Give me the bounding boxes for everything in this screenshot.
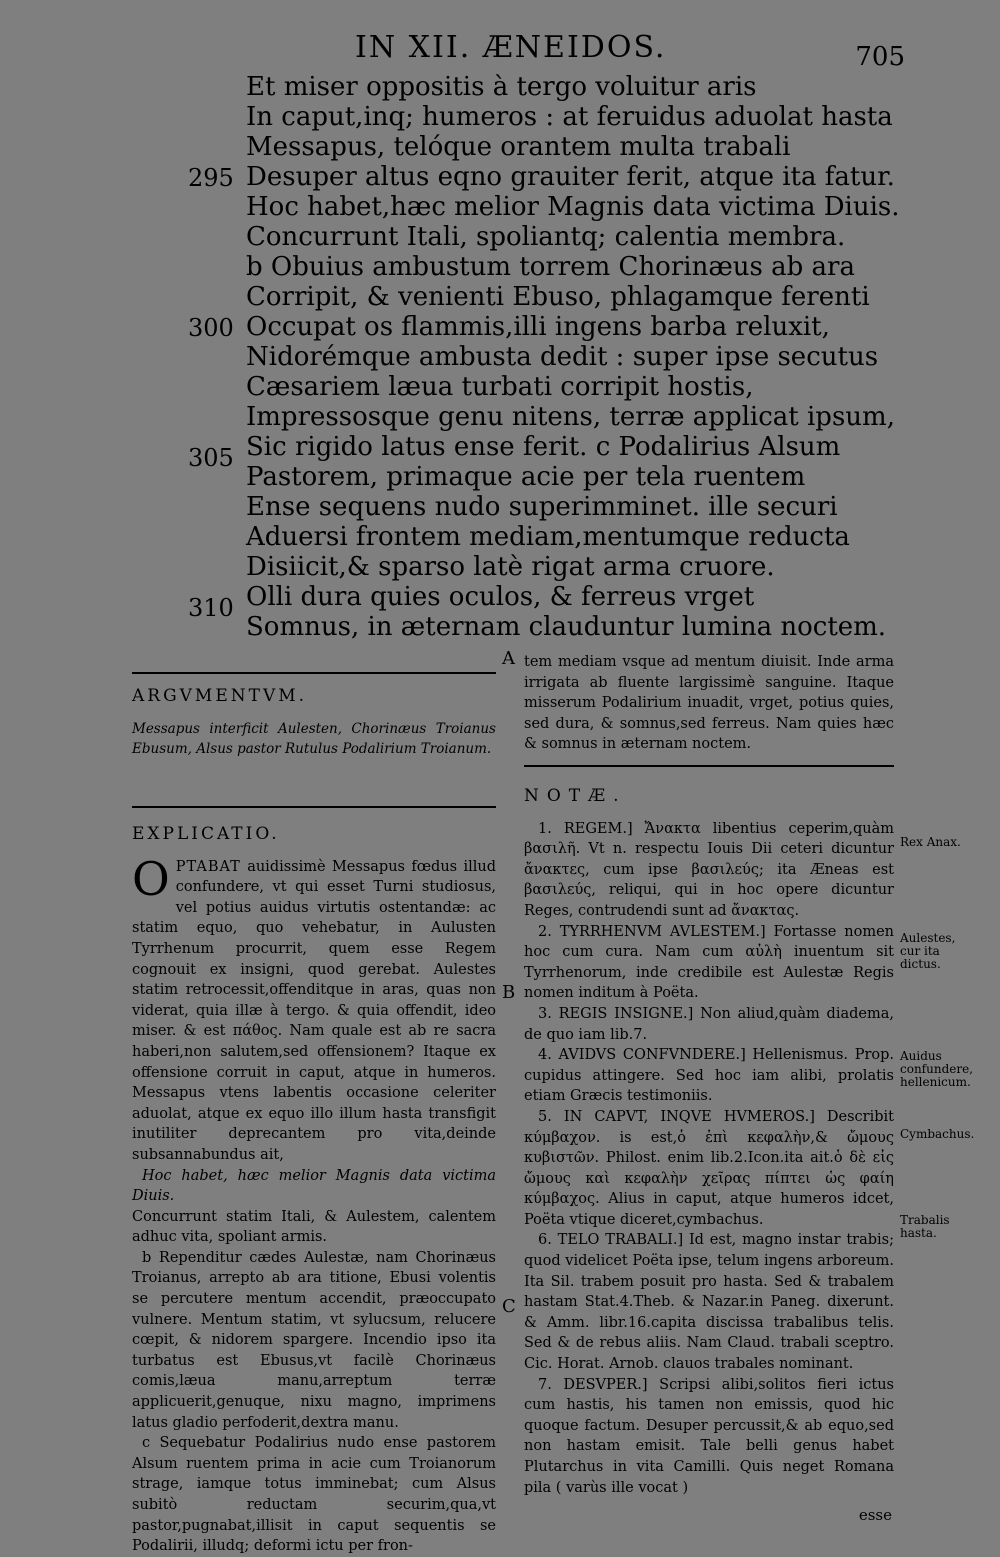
page-number: 705 — [855, 42, 905, 72]
margin-note: Auidus confundere, hellenicum. — [900, 1049, 974, 1089]
explicatio-section — [132, 824, 496, 1557]
poem-line: Cæsariem læua turbati corripit hostis, — [246, 372, 754, 402]
poem-line: Occupat os flammis,illi ingens barba reluxit, — [246, 312, 830, 342]
section-mark: B — [502, 982, 516, 1003]
poem-line: b Obuius ambustum torrem Chorinæus ab ara — [246, 252, 855, 282]
explicatio-heading: EXPLICATIO. — [132, 824, 280, 844]
lead-word: PTABAT — [175, 858, 241, 875]
poem-line: Aduersi frontem mediam,mentumque reducta — [246, 522, 850, 552]
drop-cap: O — [132, 851, 170, 906]
poem-line: Concurrunt Itali, spoliantq; calentia membra. — [246, 222, 846, 252]
poem-line: Somnus, in æternam clauduntur lumina noctem. — [246, 612, 887, 642]
poem-line: Ense sequens nudo superimminet. ille securi — [246, 492, 838, 522]
notae-heading: NOTÆ. — [524, 786, 627, 806]
paragraph-a — [132, 851, 496, 1166]
poem-line: Pastorem, primaque acie per tela ruentem — [246, 462, 806, 492]
section-mark: C — [502, 1296, 516, 1317]
note-item: 6. TELO TRABALI.] Id est, magno instar trabis; quod videlicet Poëta ipse, telum ingens arboreum. Ita Sil. trabem posuit pro hasta. Sed & trabalem hastam Stat.4.Theb. & Nazar.in Paneg. dixerunt. & Amm. libr.16.capita discissa trabalibus telis. Sed & de rebus aliis. Nam Claud. trabali sceptro. Cic. Horat. Arnob. clauos trabales nominant. — [524, 1232, 894, 1373]
poem-line: Nidorémque ambusta dedit : super ipse secutus — [246, 342, 879, 372]
rule — [524, 765, 894, 767]
line-number: 310 — [188, 594, 234, 622]
notes-section — [524, 786, 894, 1498]
note-item: 1. REGEM.] Ἄνακτα libentius ceperim,quàm βασιλῆ. Vt n. respectu Iouis Dii ceteri dicuntur ἄνακτες, cum ipse βασιλεύς; ita Æneas est βασιλεύς, reliqui, qui in hoc opere dicuntur Reges, contrudendi sunt ad ἄνακτας. — [524, 820, 894, 919]
note-item: 5. IN CAPVT, INQVE HVMEROS.] Describit κύμβαχον. is est,ὁ ἐπὶ κεφαλὴν,& ὤμους κυβιστῶν. Philost. enim lib.2.Icon.ita ait.ὁ δὲ εἰς ὤμους καὶ κεφαλὴν χεῖρας πίπτει ὡς φαίη κύμβαχος. Alius in caput, atque humeros idcet, Poëta vtique diceret,cymbachus. — [524, 1108, 894, 1228]
paragraph-a-tail: Concurrunt statim Itali, & Aulestem, calentem adhuc vita, spoliant armis. — [132, 1208, 496, 1246]
argument-continuation — [524, 652, 894, 755]
poem-line: Hoc habet,hæc melior Magnis data victima Diuis. — [246, 192, 900, 222]
argument-heading: ARGVMENTVM. — [132, 686, 308, 706]
rule — [132, 806, 496, 808]
note-item: 7. DESVPER.] Scripsi alibi,solitos fieri ictus cum hastis, his tamen non emissis, quod hic quoque factum. Desuper percussit,& ab equo,sed non hastam emisit. Tale belli genus habet Plutarchus in vita Camilli. Quis neget Romana pila ( varùs ille vocat ) — [524, 1376, 894, 1496]
poem-line: In caput,inq; humeros : at feruidus aduolat hasta — [246, 102, 893, 132]
poem-line: Messapus, telóque orantem multa trabali — [246, 132, 791, 162]
running-header: IN XII. ÆNEIDOS. — [355, 30, 667, 65]
margin-note: Rex Anax. — [900, 835, 961, 849]
note-item: 4. AVIDVS CONFVNDERE.] Hellenismus. Prop. cupidus attingere. Sed hoc iam alibi, prolatis etiam Græcis testimoniis. — [524, 1047, 894, 1105]
note-item: 3. REGIS INSIGNE.] Non aliud,quàm diadema, de quo iam lib.7. — [524, 1005, 894, 1043]
note-item: 2. TYRRHENVM AVLESTEM.] Fortasse nomen hoc cum cura. Nam cum αὐλὴ inuentum sit Tyrrhenorum, inde credibile est Aulestæ Regis nomen inditum à Poëta. — [524, 923, 894, 1002]
quote-line: Hoc habet, hæc melior Magnis data victima Diuis. — [132, 1167, 496, 1205]
paragraph-a-text: auidissimè Messapus fœdus illud confundere, vt qui esset Turni studiosus, vel potius auidus virtutis ostentandæ: ac statim equo, quo vehebatur, in Aulusten Tyrrhenum procurrit, quem esse Regem cognouit ex insigni, quod gerebat. Aulestes statim retrocessit,offenditque in aras, quas non viderat, quia illæ à tergo. & quia offendit, ideo miser. & est πάθος. Nam quale est ab re sacra haberi,non salutem,sed offensionem? Itaque ex offensione corruit in caput, atque in humeros. Messapus vtens labentis occasione celeriter aduolat, atque ex equo illo illum hasta transfigit inutiliter deprecantem pro vita,deinde subsannabundus ait, — [132, 858, 496, 1163]
poem-line: Sic rigido latus ense ferit. c Podalirius Alsum — [246, 432, 841, 462]
poem-line: Disiicit,& sparso latè rigat arma cruore. — [246, 552, 775, 582]
margin-note: Aulestes, cur ita dictus. — [900, 931, 956, 971]
section-mark: A — [502, 648, 515, 669]
paragraph-c: c Sequebatur Podalirius nudo ense pastorem Alsum ruentem prima in acie cum Troianorum strage, iamque totus imminebat; cum Alsus subitò reductam securim,qua,vt pastor,pugnabat,illisit in caput sequentis se Podalirii, illudq; deformi ictu per fron- — [132, 1435, 496, 1555]
argument-text: Messapus interficit Aulesten, Chorinæus Troianus Ebusum, Alsus pastor Rutulus Podalirium Troianum. — [132, 720, 496, 758]
continuation-text: tem mediam vsque ad mentum diuisit. Inde arma irrigata ab fluente largissimè sanguine. Itaque misserum Podalirium inuadit, vrget, potius quies, sed dura, & somnus,sed ferreus. Nam quies hæc & somnus in æternam noctem. — [524, 654, 894, 753]
line-number: 300 — [188, 314, 234, 342]
line-number: 305 — [188, 444, 234, 472]
rule — [132, 672, 496, 674]
argument-section — [132, 686, 496, 760]
poem-line: Et miser oppositis à tergo voluitur aris — [246, 72, 757, 102]
margin-note: Cymbachus. — [900, 1127, 975, 1141]
margin-note: Trabalis hasta. — [900, 1213, 950, 1240]
paragraph-b: b Rependitur cædes Aulestæ, nam Chorinæus Troianus, arrepto ab ara titione, Ebusi volentis se percutere mentum accendit, præoccupato vulnere. Mentum statim, vt sylucsum, relucere cœpit, & nidorem spargere. Incendio ipso ita turbatus est Ebusus,vt facilè Chorinæus comis,læua manu,arreptum terræ applicuerit,genuque, nixu magno, imprimens latus gladio perfoderit,dextra manu. — [132, 1249, 496, 1431]
poem-line: Corripit, & venienti Ebuso, phlagamque ferenti — [246, 282, 870, 312]
poem-line: Olli dura quies oculos, & ferreus vrget — [246, 582, 755, 612]
catchword: esse — [858, 1506, 892, 1524]
poem-line: Impressosque genu nitens, terræ applicat ipsum, — [246, 402, 895, 432]
line-number: 295 — [188, 164, 234, 192]
poem-line: Desuper altus eqno grauiter ferit, atque ita fatur. — [246, 162, 895, 192]
